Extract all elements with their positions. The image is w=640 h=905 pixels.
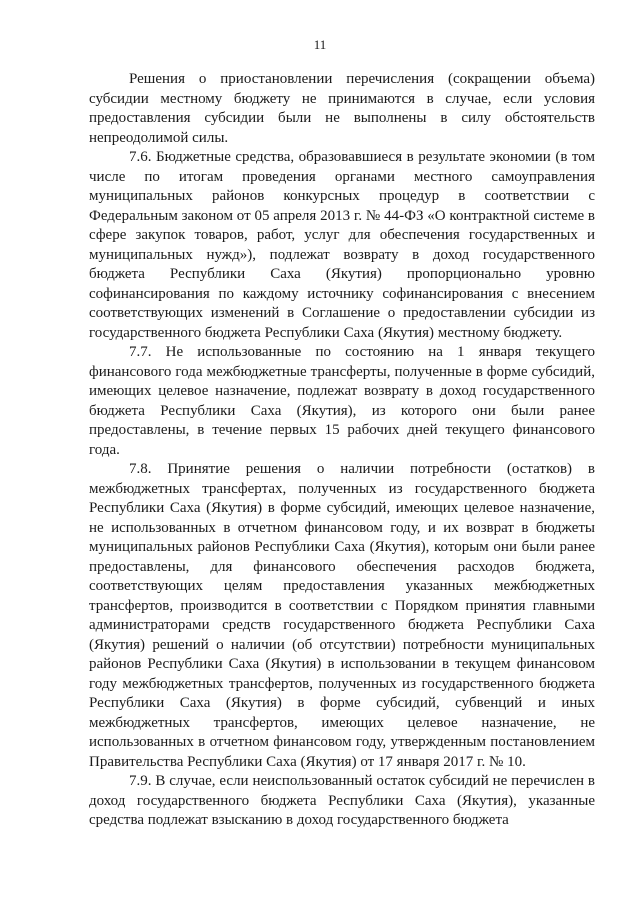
page-number: 11 xyxy=(313,37,327,52)
paragraph-subsidy-suspension: Решения о приостановлении перечисления (сокращении объема) субсидии местному бюджету не принимаются в случае, если условия предоставления субсидии были не выполнены в силу обстоятельств непреодолимой силы. xyxy=(89,71,595,146)
paragraph-7-6: 7.6. Бюджетные средства, образовавшиеся в результате экономии (в том числе по итогам проведения органами местного самоуправления муниципальных районов конкурсных процедур в соответствии с Федеральным законом от 05 апреля 2013 г. № 44-ФЗ «О контрактной системе в сфере закупок товаров, работ, услуг для обеспечения государственных и муниципальных нужд»), подлежат возврату в доход государственного бюджета Республики Саха (Якутия) пропорционально уровню софинансирования по каждому источнику софинансирования с внесением соответствующих изменений в Соглашение о предоставлении субсидии из государственного бюджета Республики Саха (Якутия) местному бюджету. xyxy=(89,149,595,341)
paragraph-7-8: 7.8. Принятие решения о наличии потребности (остатков) в межбюджетных трансфертах, полученных из государственного бюджета Республики Саха (Якутия) в форме субсидий, имеющих целевое назначение, не использованных в отчетном финансовом году, и их возврат в бюджеты муниципальных районов Республики Саха (Якутия), которым они были ранее предоставлены, для финансового обеспечения расходов бюджета, соответствующих целям предоставления указанных межбюджетных трансфертов, производится в соответствии с Порядком принятия главными администраторами средств государственного бюджета Республики Саха (Якутия) решений о наличии (об отсутствии) потребности муниципальных районов Республики Саха (Якутия) в использовании в текущем финансовом году межбюджетных трансфертов, полученных из государственного бюджета Республики Саха (Якутия) в форме субсидий, субвенций и иных межбюджетных трансфертов, имеющих целевое назначение, не использованных в отчетном финансовом году, утвержденным постановлением Правительства Республики Саха (Якутия) от 17 января 2017 г. № 10. xyxy=(89,461,595,770)
paragraph-7-7: 7.7. Не использованные по состоянию на 1 января текущего финансового года межбюджетные трансферты, полученные в форме субсидий, имеющих целевое назначение, подлежат возврату в доход государственного бюджета Республики Саха (Якутия), из которого они были ранее предоставлены, в течение первых 15 рабочих дней текущего финансового года. xyxy=(89,344,595,458)
paragraph-7-9: 7.9. В случае, если неиспользованный остаток субсидий не перечислен в доход государственного бюджета Республики Саха (Якутия), указанные средства подлежат взысканию в доход государственного бюджета xyxy=(89,773,595,828)
document-body xyxy=(89,70,595,831)
